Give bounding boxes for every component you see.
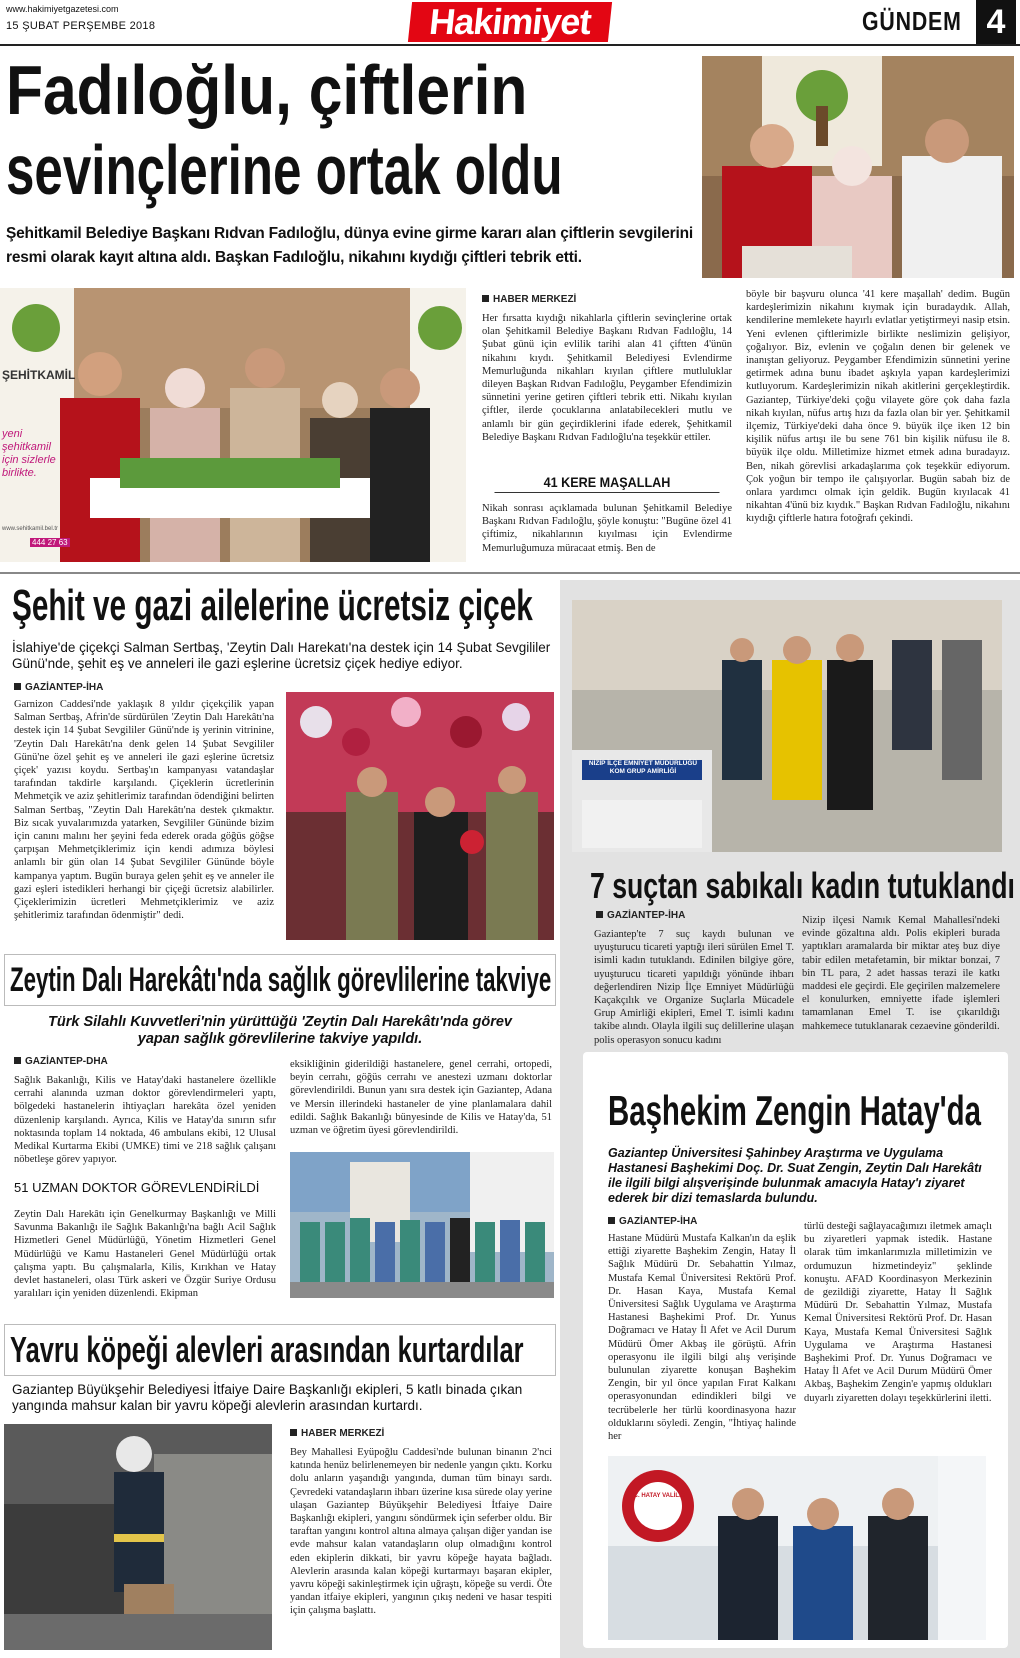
wedding-lead: Şehitkamil Belediye Başkanı Rıdvan Fadıloğlu, dünya evine girme kararı alan çiftlerin sevgilerini resmi olarak kayıt altına aldı. Başkan Fadıloğlu, nikahını kıydığı çiftleri tebrik etti.	[6, 225, 693, 266]
flowers-body: Garnizon Caddesi'nde yaklaşık 8 yıldır çiçekçilik yapan Salman Sertbaş, Afrin'de sürdürülen 'Zeytin Dalı Harekâtı'na destek için 14 Şubat Sevgililer Günü'nde iş yerinin vitrinine, 'Zeytin Dalı Harekâtı'na denk gelen 14 Şubat Sevgililer Günü'ne özel şehit eş ve anneleri ile gazi eşlerine ücretsiz çiçek' yazısı koydu. Sertbaş'ın kampanyası vatandaşlar tarafından takdirle karşılandı. Çiçeklerin ücretlerinin Mehmetçik ve aziz şehitlerimiz tarafından ödendiğini belirten Salman Sertbaş, "Zeytin Dalı Harekâtı'na destek çıkmaktır. Biz sıcak yuvalarımızda yatarken, Sevgililer Gününde bizim için canını malını her şeyini feda ederek orada göğüs göğse çarpışan Mehmetçiklerimiz için kendi adımıza böylesi anlamlı bir gün olan 14 Şubat Sevgililer Gününde böyle kampanya yaptım. Bugün buraya gelen şehit eş ve anneler ile gazi eşleri istedikleri herhangi bir çiçeği ücretsiz alabilirler. Çiçeklerimizin ücretleri Mehmetçiklerimiz ve aziz şehitlerimiz tarafından ödenmiştir" dedi.	[14, 699, 274, 922]
section-divider	[0, 572, 1020, 574]
hospital-source: GAZİANTEP-İHA	[608, 1216, 697, 1227]
health-headline: Zeytin Dalı Harekâtı'nda sağlık görevlilerine takviye	[10, 961, 552, 999]
health-lead: Türk Silahlı Kuvvetleri'nin yürüttüğü 'Zeytin Dalı Harekâtı'nda görev yapan sağlık görevlilerine takviye yapıldı.	[48, 1014, 512, 1047]
section-name: GÜNDEM	[862, 6, 962, 36]
arrest-photo-sign: NİZİP İLÇE EMNİYET MÜDÜRLÜĞÜ KOM GRUP AMİRLİĞİ	[588, 760, 698, 775]
wedding-photo-banner: ŞEHİTKAMİL	[2, 368, 76, 382]
newspaper-logo: Hakimiyet	[408, 2, 612, 42]
wedding-headline-line2: sevinçlerine ortak oldu	[6, 131, 563, 209]
hospital-headline: Başhekim Zengin Hatay'da	[608, 1087, 981, 1134]
wedding-source: HABER MERKEZİ	[482, 294, 576, 305]
arrest-photo	[572, 600, 1002, 852]
puppy-lead: Gaziantep Büyükşehir Belediyesi İtfaiye Daire Başkanlığı ekipleri, 5 katlı binada çıkan yangında mahsur kalan bir yavru köpeği alevlerin arasından kurtardı.	[12, 1382, 523, 1413]
wedding-photo-phone: 444 27 63	[32, 538, 68, 547]
arrest-source: GAZİANTEP-İHA	[596, 910, 685, 921]
masthead	[0, 0, 1020, 46]
hospital-lead: Gaziantep Üniversitesi Şahinbey Araştırma ve Uygulama Hastanesi Başhekimi Doç. Dr. Suat Zengin, Zeytin Dalı Harekâtı ile ilgili bilgi alışverişinde bulunmak amacıyla Hatay'ı ziyaret ederek bir dizi temaslarda bulundu.	[608, 1146, 982, 1205]
puppy-source: HABER MERKEZİ	[290, 1428, 384, 1439]
wedding-subhead: 41 KERE MAŞALLAH	[495, 474, 720, 493]
arrest-headline: 7 suçtan sabıkalı kadın tutuklandı	[590, 865, 1015, 906]
flowers-lead: İslahiye'de çiçekçi Salman Sertbaş, 'Zeytin Dalı Harekatı'na destek için 14 Şubat Sevgililer Günü'nde, şehit eş ve anneleri ile gazi eşlerine ücretsiz çiçek hediye ediyor.	[12, 640, 551, 671]
hospital-body-col2: türlü desteği sağlayacağımızı iletmek amaçlı bu ziyaretleri yapmak istedik. Hastane olarak tüm imkanlarımızla milletimizin ve ordumuzun hizmetindeyiz" şeklinde konuştu. AFAD Koordinasyon Merkezinin de gezildiği ziyarette, Hatay İl Sağlık Müdürü Dr. Sebahattin Yılmaz, Mustafa Kemal Üniversitesi Rektörü Prof. Dr. Hasan Kaya, Mustafa Kemal Üniversitesi Sağlık Uygulama ve Araştırma Hastanesi Başhekimi Prof. Dr. Yunus Doğramacı ve Hatay İl Afet ve Acil Durum Müdürü Ömer Akbaş, Başhekim Zengin'e yapmış oldukları duyarlı ziyaretten dolayı teşekkürlerini iletti.	[804, 1221, 992, 1404]
wedding-headline-line1: Fadıloğlu, çiftlerin	[6, 51, 528, 129]
hospital-photo	[608, 1456, 986, 1640]
puppy-photo	[4, 1424, 272, 1650]
flowers-source: GAZİANTEP-İHA	[14, 682, 103, 693]
hospital-body-col1: Hastane Müdürü Mustafa Kalkan'ın da eşlik ettiği ziyarette Başhekim Zengin, Hatay İl Sağlık Müdürü Dr. Sebahattin Yılmaz, Mustafa Kemal Üniversitesi Rektörü Prof. Dr. Hasan Kaya, Mustafa Kemal Üniversitesi Sağlık Uygulama ve Araştırma Hastanesi Başhekimi Prof. Dr. Yunus Doğramacı ve Hatay İl Afet ve Acil Durum Müdürü Ömer Akbaş ile görüştü. Afrin operasyonu ile ilgili bilgi alış verişinde bulunulan ziyarette konuşan Başhekim Zengin, bir yıl önce yapılan Fırat Kalkanı operasyonundan edindikleri bilgi ve tecrübelerle her türlü koordinasyona hazır olduklarını söyledi. Zengin, "İhtiyaç halinde her	[608, 1233, 796, 1443]
wedding-body-col1: Her fırsatta kıydığı nikahlarla çiftlerin sevinçlerine ortak olan Şehitkamil Belediye Başkanı Rıdvan Fadıloğlu, 14 Şubat günü için evlilik tarihi alan 41 çiftten 4'ünün nikahını kıydı. Şehitkamil Belediyesi Evlendirme Memurluğunda nikahları kıyılan çiftlere mutluluklar dileyen Başkan Rıdvan Fadıloğlu, Peygamber Efendimizin sünnetini yerine getiren çiftleri tebrik etti. Nikahı kıyılan çiftler, ilerde çocuklarına anlatabilecekleri mutlu ve anlamlı bir gün geçirdiklerini ifade ederek, Şehitkamil Belediye Başkanı Rıdvan Fadıloğlu'na teşekkür ettiler.	[482, 313, 732, 443]
arrest-body-col1: Gaziantep'te 7 suç kaydı bulunan ve uyuşturucu ticareti yaptığı ileri sürülen Emel T. isimli kadın tutuklandı. Edinilen bilgiye göre, uyuşturucu ticareti yapıldığı yönünde ihbarı değerlendiren Nizip İlçe Emniyet Müdürlüğü Kaçakçılık ve Organize Suçlarla Mücadele Grup Amirliği ekipleri, Emel T. isimli kadını takibe alındı. Olayla ilgili suç delillerine ulaşan polis operasyon sonucu kadını	[594, 929, 794, 1046]
arrest-body-col2: Nizip ilçesi Namık Kemal Mahallesi'ndeki evinde gözaltına aldı. Polis ekipleri burada yaptıkları aramalarda bir miktar ateş buz diye tabir edilen metafetamin, bir miktar bonzai, 7 bin TL para, 2 adet hassas terazi ile katkı maddesi ele geçirdi. Ele geçirilen malzemelere el konulurken, emniyette ifade işlemleri tamamlanan Emel T. ise çıkarıldığı mahkemece tutuklanarak cezaevine gönderildi.	[802, 915, 1000, 1032]
puppy-body: Bey Mahallesi Eyüpoğlu Caddesi'nde bulunan binanın 2'nci katında henüz belirlenemeyen bir nedenle yangın çıktı. Korku dolu anların yaşandığı yangında, duman tüm binayı sardı. Çevredeki vatandaşların ihbarı üzerine kısa sürede olay yerine ulaşan Gaziantep Büyükşehir Belediyesi İtfaiye Daire Başkanlığı ekipleri, yangını söndürmek için seferber oldu. Bir taraftan yangını kontrol altına almaya çalışan diğer yandan ise evde mahsur kalan vatandaşların olup olmadığını kontrol eden ekiplerin dikkati, bir yavru köpeğe hayata bağladı. Alevlerin arasında kalan köpeği kurtarmayı başaran ekipler, yavru köpeği sakinleştirmek için uğraştı, köpeğe su verdi. Öte yandan itfaiye ekipleri, yangının çıkış nedeni ve hasar tespiti için çalışma başlattı.	[290, 1447, 552, 1617]
wedding-photo-slogan: yeni şehitkamil için sizlerle birlikte.	[2, 428, 56, 479]
wedding-photo-url: www.sehitkamil.bel.tr	[2, 526, 59, 532]
flowers-headline: Şehit ve gazi ailelerine ücretsiz çiçek	[12, 581, 533, 630]
page-number: 4	[976, 0, 1016, 44]
health-source: GAZİANTEP-DHA	[14, 1056, 108, 1067]
health-body-col2: eksikliğinin giderildiği hastanelere, genel cerrahi, ortopedi, beyin cerrahı, göğüs cerrahı ve anestezi uzmanı doktorlar görevlendirildi. Bunun yanı sıra destek için Gaziantep, Adana ve Mersin illerindeki hastaneler de yine planlamalara dahil edildi. Sağlık Bakanlığı bünyesinde de Kilis ve Hatay'da, 51 uzman ve öğretim üyesi görevlendirildi.	[290, 1059, 552, 1137]
puppy-headline: Yavru köpeği alevleri arasından kurtardılar	[10, 1329, 524, 1370]
health-body-col1: Sağlık Bakanlığı, Kilis ve Hatay'daki hastanelere özellikle cerrahi alanında uzman doktor görevlendirmeleri yaptı, bölgedeki hastanelerin ihtiyaçları harekâta özel yeniden düzenlenip karşılandı. Ayrıca, Kilis ve Hatay'da sınırın sıfır noktasında toplam 14 noktada, 46 ambulans ekibi, 12 Ulusal Medikal Kurtarma Ekibi (UMKE) timi ve 218 sağlık çalışanı nöbetleşe görev yapıyor.	[14, 1075, 276, 1166]
issue-date: 15 ŞUBAT PERŞEMBE 2018	[6, 20, 156, 32]
flowers-photo	[286, 692, 554, 940]
site-url[interactable]: www.hakimiyetgazetesi.com	[6, 4, 119, 14]
health-subhead: 51 UZMAN DOKTOR GÖREVLENDİRİLDİ	[14, 1180, 260, 1195]
wedding-body-col2: böyle bir başvuru olunca '41 kere maşallah' dedim. Bugün kardeşlerimizin nikahını kıymak için buradaydık. Allah, kendilerine memlekete hayırlı evlatlar yetiştirmeyi nasip etsin. Yeni evlenen çiftlerimizle birlikte neslimizin gelişiyor, çoğalıyor. Biz, evlenin ve çoğalın denen bir gelenek ve inanıştan geliyoruz. Peygamber Efendimizin sünnetini yerine getirmek adına bunu ibadet aşkıyla yapan kardeşlerimizi kutluyorum. Kardeşlerimizin nikah akitlerini gerçekleştirdik. Gaziantep, Türkiye'deki çoğu vilayete göre çok daha fazla nikah kıyılan, nüfus artış hızı da fazla olan bir yer. Şehitkamil ilçemiz, Türkiye'deki daha önce 9. büyük ilçe iken 12 bin kişilik nüfus artışı ile bu sene 761 bin kişilik nüfusu ile 8. büyük ilçe oldu. Milletimize hizmet etmek adına buradayız. Ben, nikah görevlisi arkadaşlarıma çok teşekkür ediyorum. Çok yoğun bir tempo ile çalışıyorlar. Bugün sabah biz de onlara yardımcı olmak için geldik. Bugün kıyılacak 41 nikahtan 4'ünü biz kıydık." Başkan Rıdvan Fadıloğlu, nikahını kıydığı çiftlerle hatıra fotoğrafı çekindi.	[746, 289, 1010, 525]
health-body-col1-after: Zeytin Dalı Harekâtı için Genelkurmay Başkanlığı ve Milli Savunma Bakanlığı ile Sağlık Bakanlığı'na bağlı Acil Sağlık Hizmetleri Genel Müdürlüğü, Yönetim Hizmetleri Genel Müdürlüğü ve Kamu Hastaneleri Genel Müdürlüğü ortak çalışma yaptı. Bu çalışmalarla, Kilis, Kırıkhan ve Hatay devlet hastaneleri, olası Türk askeri ve Özgür Suriye Ordusu yaralıları için yeniden düzenlendi. Ekipman	[14, 1209, 276, 1300]
wedding-photo-main	[0, 288, 466, 562]
wedding-photo-top	[702, 56, 1014, 278]
health-photo	[290, 1152, 554, 1298]
hospital-photo-seal: T.C. HATAY VALİLİĞİ	[628, 1493, 687, 1499]
wedding-body-col1-after: Nikah sonrası açıklamada bulunan Şehitkamil Belediye Başkanı Rıdvan Fadıloğlu, şöyle konuştu: "Bugüne özel 41 çiftimiz, nikahlarının kıyılması için Evlendirme Memurluğumuza müracaat etmiş. Ben de	[482, 503, 732, 554]
